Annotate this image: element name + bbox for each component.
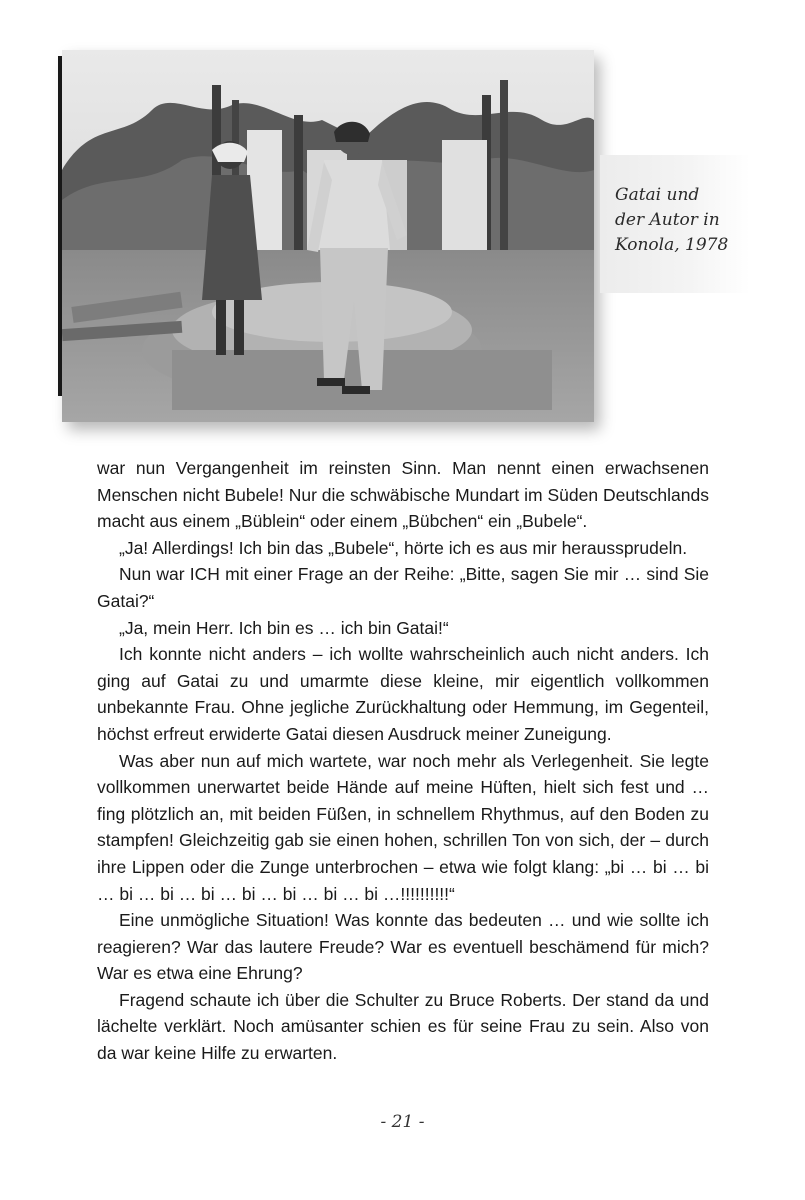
caption-line: Konola, 1978 [615, 235, 729, 255]
paragraph: war nun Vergangenheit im reinsten Sinn. Man nennt einen erwachsenen Menschen nicht Bubele! Nur die schwäbische Mundart im Süden Deutschlands macht aus einem „Büblein“ oder einem „Bübchen“ ein „Bubele“. [97, 458, 709, 532]
paragraph: Was aber nun auf mich wartete, war noch mehr als Verlegenheit. Sie legte vollkommen unerwartet beide Hände auf meine Hüften, hielt sich fest und … fing plötzlich an, mit beiden Füßen, in schnellem Rhythmus, auf den Boden zu stampfen! Gleichzeitig gab sie einen hohen, schrillen Ton von sich, der – durch ihre Lippen oder die Zunge unterbrochen – etwa wie folgt klang: „bi … bi … bi … bi … bi … bi … bi … bi … bi … bi …!!!!!!!!!!“ [97, 750, 709, 904]
paragraph: Fragend schaute ich über die Schulter zu Bruce Roberts. Der stand da und lächelte verklärt. Noch amüsanter schien es für seine Frau zu sein. Also von da war keine Hilfe zu erwarten. [97, 989, 709, 1064]
paragraph: Ich konnte nicht anders – ich wollte wahrscheinlich auch nicht anders. Ich ging auf Gatai zu und umarmte diese kleine, mir eigentlich vollkommen unbekannte Frau. Ohne jegliche Zurückhaltung oder Hemmung, im Gegenteil, höchst erfreut erwiderte Gatai diesen Ausdruck meiner Zuneigung. [97, 644, 709, 744]
paragraph: Eine unmögliche Situation! Was konnte das bedeuten … und wie sollte ich reagieren? War das lautere Freude? War es eventuell beschämend für mich? War es etwa eine Ehrung? [97, 910, 709, 984]
caption-line: der Autor in [615, 210, 720, 230]
caption-line: Gatai und [615, 185, 700, 205]
paragraph: „Ja! Allerdings! Ich bin das „Bubele“, hörte ich es aus mir heraussprudeln. [119, 537, 688, 558]
body-text [97, 455, 709, 1067]
photo-gatai-and-author [62, 50, 594, 422]
page-number: - 21 - [380, 1112, 425, 1132]
paragraph: „Ja, mein Herr. Ich bin es … ich bin Gatai!“ [119, 617, 449, 638]
photo-illustration [62, 50, 594, 422]
photo-caption [615, 183, 755, 258]
paragraph: Nun war ICH mit einer Frage an der Reihe: „Bitte, sagen Sie mir … sind Sie Gatai?“ [97, 564, 709, 611]
